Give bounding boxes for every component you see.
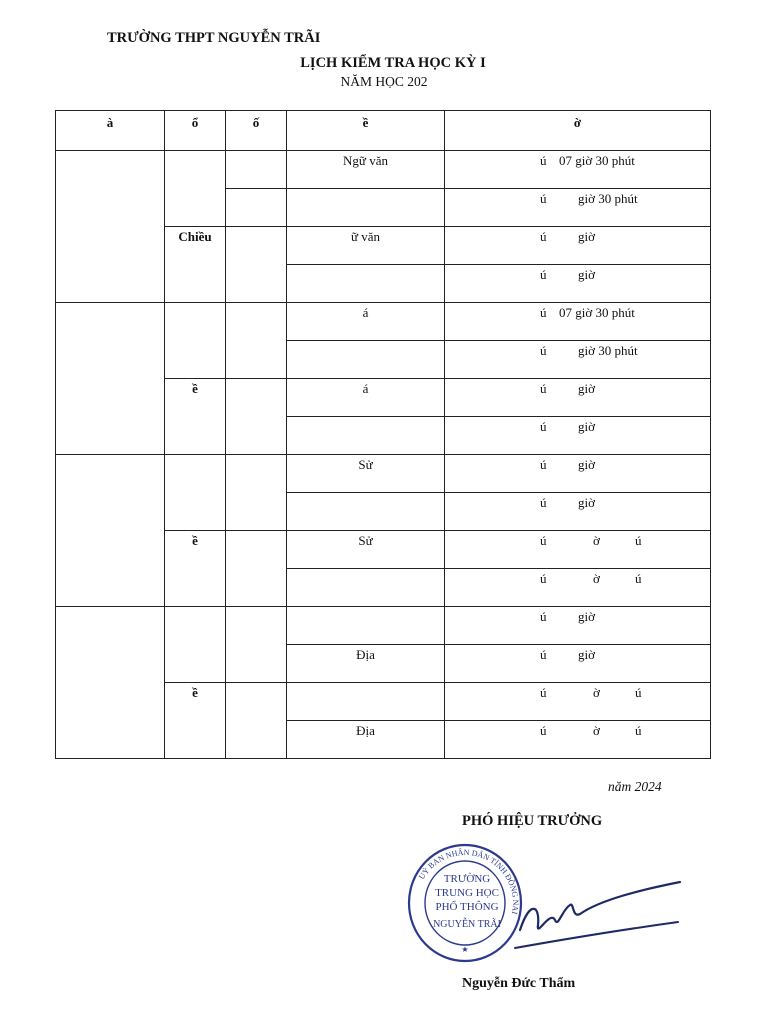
time-part: ú <box>540 723 547 738</box>
seal-line: TRUNG HỌC <box>435 887 499 899</box>
time-part: giờ <box>578 495 595 510</box>
session-cell <box>165 607 226 683</box>
seal-ring-text: UỶ BAN NHÂN DÂN TỈNH ĐỒNG NAI <box>416 847 521 916</box>
subject-cell: Sử <box>287 531 445 569</box>
subject-cell: á <box>287 379 445 417</box>
school-year: NĂM HỌC 202 <box>340 74 428 89</box>
table-row <box>56 607 711 645</box>
time-part: giờ <box>578 381 595 396</box>
time-cell <box>445 303 711 341</box>
time-part: giờ 30 phút <box>578 191 638 206</box>
time-cell <box>445 417 711 455</box>
subject-cell: á <box>287 303 445 341</box>
table-row <box>56 455 711 493</box>
grade-cell <box>226 455 287 531</box>
time-part: ú <box>540 609 547 624</box>
time-cell <box>445 607 711 645</box>
time-part: ú <box>635 533 642 548</box>
time-part: giờ <box>578 229 595 244</box>
subject-cell <box>287 493 445 531</box>
subject-cell: ữ văn <box>287 227 445 265</box>
time-cell <box>445 455 711 493</box>
time-part: ờ <box>593 723 600 738</box>
time-part: ú <box>540 191 547 206</box>
subject-cell: Địa <box>287 645 445 683</box>
subject-cell <box>287 189 445 227</box>
time-cell <box>445 721 711 759</box>
grade-cell <box>226 379 287 455</box>
time-cell <box>445 341 711 379</box>
seal-line: NGUYỄN TRÃI <box>433 919 501 930</box>
time-part: ú <box>635 723 642 738</box>
time-part: ú <box>540 343 547 358</box>
time-part: ú <box>540 229 547 244</box>
seal-star-icon: ★ <box>461 945 469 954</box>
table-header-row <box>56 111 711 151</box>
time-part: ú <box>540 153 547 168</box>
time-part: ú <box>540 533 547 548</box>
time-part: ú <box>540 685 547 700</box>
time-part: ờ <box>593 685 600 700</box>
time-cell <box>445 151 711 189</box>
time-part: giờ <box>578 267 595 282</box>
signer-name: Nguyễn Đức Thẩm <box>462 976 576 991</box>
time-cell <box>445 379 711 417</box>
grade-cell <box>226 683 287 759</box>
time-cell <box>445 265 711 303</box>
subject-cell <box>287 341 445 379</box>
grade-cell <box>226 151 287 189</box>
handwritten-signature <box>510 870 685 960</box>
grade-cell <box>226 189 287 227</box>
time-part: ú <box>540 495 547 510</box>
time-part: ú <box>635 571 642 586</box>
school-name: TRƯỜNG THPT NGUYỄN TRÃI <box>107 30 321 46</box>
time-cell <box>445 189 711 227</box>
time-cell <box>445 531 711 569</box>
subject-cell: Địa <box>287 721 445 759</box>
column-header: ề <box>287 111 445 151</box>
grade-cell <box>226 303 287 379</box>
session-cell <box>165 455 226 531</box>
time-part: ú <box>540 647 547 662</box>
time-part: ú <box>635 685 642 700</box>
date-line: năm 2024 <box>608 779 662 794</box>
grade-cell <box>226 607 287 683</box>
subject-cell <box>287 683 445 721</box>
seal-line: PHỔ THÔNG <box>435 901 499 913</box>
session-cell <box>165 303 226 379</box>
day-cell <box>56 303 165 455</box>
time-part: ú <box>540 305 547 320</box>
time-part: giờ <box>578 609 595 624</box>
subject-cell <box>287 265 445 303</box>
column-header: ờ <box>445 111 711 151</box>
column-header: ố <box>226 111 287 151</box>
table-row <box>56 151 711 189</box>
time-part: 07 giờ 30 phút <box>559 305 635 320</box>
time-part: ú <box>540 571 547 586</box>
time-cell <box>445 645 711 683</box>
signer-role: PHÓ HIỆU TRƯỞNG <box>462 813 603 829</box>
session-cell: ề <box>165 683 226 759</box>
time-part: ú <box>540 267 547 282</box>
time-cell <box>445 683 711 721</box>
subject-cell <box>287 569 445 607</box>
session-cell: ề <box>165 531 226 607</box>
column-header: à <box>56 111 165 151</box>
time-part: ú <box>540 457 547 472</box>
time-part: 07 giờ 30 phút <box>559 153 635 168</box>
session-cell: Chiều <box>165 227 226 303</box>
column-header: ổ <box>165 111 226 151</box>
time-part: ú <box>540 381 547 396</box>
time-part: giờ 30 phút <box>578 343 638 358</box>
time-part: ờ <box>593 571 600 586</box>
subject-cell: Sử <box>287 455 445 493</box>
time-cell <box>445 227 711 265</box>
time-part: ú <box>540 419 547 434</box>
day-cell <box>56 607 165 759</box>
seal-line: TRƯỜNG <box>443 873 491 885</box>
time-part: giờ <box>578 419 595 434</box>
subject-cell <box>287 417 445 455</box>
session-cell: ề <box>165 379 226 455</box>
grade-cell <box>226 227 287 303</box>
grade-cell <box>226 531 287 607</box>
document-title: LỊCH KIỂM TRA HỌC KỲ I <box>300 55 486 71</box>
subject-cell <box>287 607 445 645</box>
school-seal-stamp <box>405 838 525 968</box>
session-cell <box>165 151 226 227</box>
exam-schedule-table <box>55 110 711 759</box>
time-part: giờ <box>578 647 595 662</box>
subject-cell: Ngữ văn <box>287 151 445 189</box>
time-part: giờ <box>578 457 595 472</box>
time-part: ờ <box>593 533 600 548</box>
table-row <box>56 303 711 341</box>
day-cell <box>56 455 165 607</box>
time-cell <box>445 493 711 531</box>
day-cell <box>56 151 165 303</box>
time-cell <box>445 569 711 607</box>
